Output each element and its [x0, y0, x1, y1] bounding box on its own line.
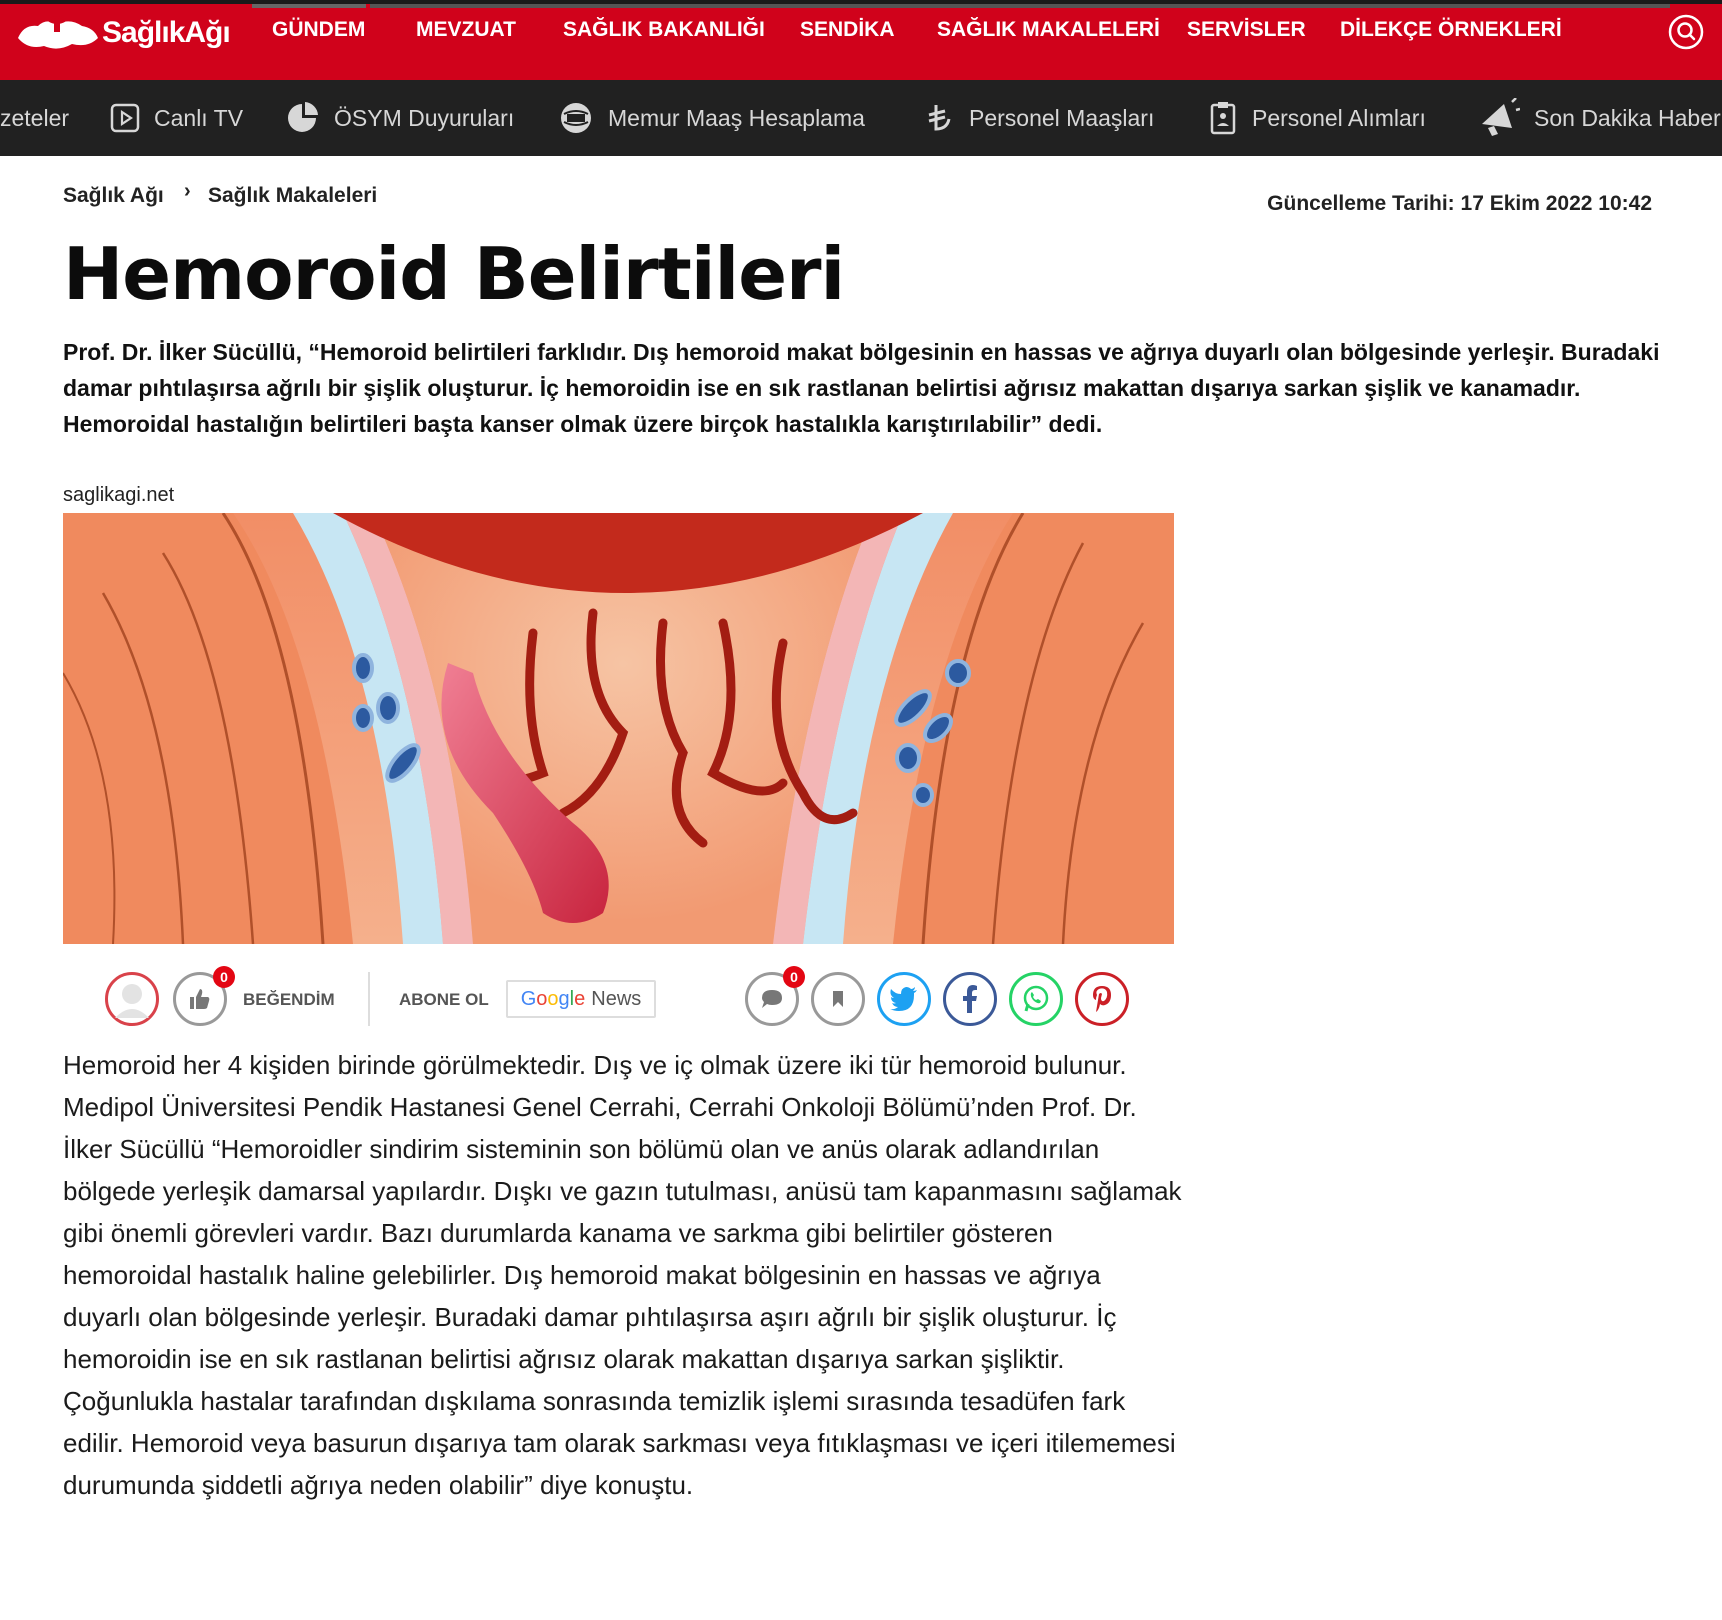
subscribe-label: ABONE OL: [399, 990, 489, 1009]
clipboard-icon: [1208, 100, 1238, 136]
article-body: Hemoroid her 4 kişiden birinde görülmektedir. Dış ve iç olmak üzere iki tür hemoroid bulunur. Medipol Üniversitesi Pendik Hastanesi Genel Cerrahi, Cerrahi Onkoloji Bölümü’nden Prof. Dr. İlker Sücüllü “Hemoroidler sindirim sisteminin son bölümü olan ve anüs olarak adlandırılan bölgede yerleşik damarsal yapılardır. Dışkı ve gazın tutulması, anüsü tam kapanmasını sağlamak gibi önemli görevleri vardır. Bazı durumlarda kanama ve sarkma gibi belirtiler gösteren hemoroidal hastalık haline gelebilirler. Dış hemoroid makat bölgesinin en hassas ve ağrıya duyarlı olan bölgesinde yerleşir. Buradaki damar pıhtılaşırsa aşırı ağrılı bir şişlik oluşturur. İç hemoroidin ise en sık rastlanan belirtisi ağrısız olarak makattan dışarıya sarkan şişliktir. Çoğunlukla hastalar tarafından dışkılama sonrasında temizlik işlemi sırasında tesadüfen fark edilir. Hemoroid veya basurun dışarıya tam olarak sarkması veya fıtıklaşması ve içeri itilememesi durumunda şiddetli ağrıya neden olabilir” diye konuştu.: [63, 1050, 1182, 1500]
breadcrumb-section[interactable]: Sağlık Makaleleri: [208, 184, 378, 207]
article-title: Hemoroid Belirtileri: [63, 232, 845, 316]
nav-saglik-makaleleri[interactable]: SAĞLIK MAKALELERİ: [937, 18, 1160, 41]
author-avatar[interactable]: [105, 972, 159, 1026]
nav-saglik-bakanligi[interactable]: SAĞLIK BAKANLIĞI: [563, 18, 765, 41]
news-label: News: [591, 987, 642, 1010]
comment-count-badge: 0: [783, 966, 805, 988]
lira-icon: [925, 101, 955, 135]
like-label[interactable]: BEĞENDİM: [243, 990, 335, 1009]
user-avatar-icon: [111, 978, 153, 1020]
facebook-icon: [962, 985, 978, 1013]
share-facebook-button[interactable]: [943, 972, 997, 1026]
quick-links-bar: [0, 80, 1722, 156]
quick-link-label: Son Dakika Haber: [1534, 104, 1721, 131]
play-icon: [110, 103, 140, 133]
nav-top-border: [370, 4, 1670, 8]
pie-chart-icon: [284, 100, 320, 136]
quick-link-label: Personel Alımları: [1252, 104, 1426, 131]
thumbs-up-icon: [188, 987, 212, 1011]
quick-link-label: Memur Maaş Hesaplama: [608, 104, 865, 131]
nav-dilekce-ornekleri[interactable]: DİLEKÇE ÖRNEKLERİ: [1340, 18, 1562, 41]
quick-link-label: Canlı TV: [154, 104, 244, 131]
quick-link-gazeteler[interactable]: [0, 80, 69, 156]
logo-text: SağlıkAğı: [102, 16, 230, 49]
article-summary: Prof. Dr. İlker Sücüllü, “Hemoroid belirtileri farklıdır. Dış hemoroid makat bölgesinin en hassas ve ağrıya duyarlı olan bölgesinde yerleşir. Buradaki damar pıhtılaşırsa ağrılı bir şişlik oluşturur. İç hemoroidin ise en sık rastlanan belirtisi ağrısız makattan dışarıya sarkan şişlik ve kanamadır. Hemoroidal hastalığın belirtileri başta kanser olmak üzere birçok hastalıkla karıştırılabilir” dedi.: [63, 339, 1660, 437]
hemorrhoid-illustration: [63, 513, 1174, 944]
quick-link-osym[interactable]: [284, 80, 514, 156]
share-pinterest-button[interactable]: [1075, 972, 1129, 1026]
nav-sendika[interactable]: SENDİKA: [800, 18, 895, 41]
like-count-badge: 0: [213, 966, 235, 988]
quick-link-label: ÖSYM Duyuruları: [334, 104, 515, 131]
nav-active-indicator: [252, 4, 366, 8]
article-hero-image: [63, 513, 1174, 944]
update-value: 17 Ekim 2022 10:42: [1460, 192, 1652, 215]
article-source: saglikagi.net: [63, 484, 175, 506]
nav-gundem[interactable]: GÜNDEM: [272, 18, 366, 41]
breadcrumb-separator: ›: [184, 180, 191, 202]
twitter-icon: [890, 987, 918, 1011]
action-divider: [368, 972, 370, 1026]
megaphone-icon: [1478, 98, 1520, 138]
quick-link-maas-hesaplama[interactable]: [558, 80, 865, 156]
quick-link-personel-maaslari[interactable]: [925, 80, 1154, 156]
update-date: [1267, 192, 1652, 216]
globe-calculator-icon: [558, 100, 594, 136]
article-action-bar: [63, 966, 1174, 1032]
update-label: Güncelleme Tarihi:: [1267, 192, 1455, 215]
nav-mevzuat[interactable]: MEVZUAT: [416, 18, 516, 41]
quick-link-personel-alimlari[interactable]: [1208, 80, 1426, 156]
turkey-map-logo-icon: [14, 10, 100, 54]
search-icon[interactable]: [1668, 14, 1704, 50]
quick-link-canli-tv[interactable]: [110, 80, 243, 156]
whatsapp-icon: [1021, 984, 1051, 1014]
pinterest-icon: [1091, 985, 1113, 1013]
quick-link-son-dakika[interactable]: [1478, 80, 1721, 156]
breadcrumb-home[interactable]: Sağlık Ağı: [63, 184, 164, 207]
site-logo[interactable]: [14, 10, 230, 54]
bookmark-button[interactable]: [811, 972, 865, 1026]
comment-icon: [760, 988, 784, 1010]
share-twitter-button[interactable]: [877, 972, 931, 1026]
bookmark-icon: [830, 989, 846, 1009]
google-news-button[interactable]: [506, 980, 656, 1018]
share-whatsapp-button[interactable]: [1009, 972, 1063, 1026]
quick-link-label: Personel Maaşları: [969, 104, 1155, 131]
quick-link-label: zeteler: [0, 104, 70, 131]
nav-servisler[interactable]: SERVİSLER: [1187, 18, 1306, 41]
google-wordmark: Google: [520, 987, 586, 1010]
top-navbar: [0, 0, 1722, 80]
